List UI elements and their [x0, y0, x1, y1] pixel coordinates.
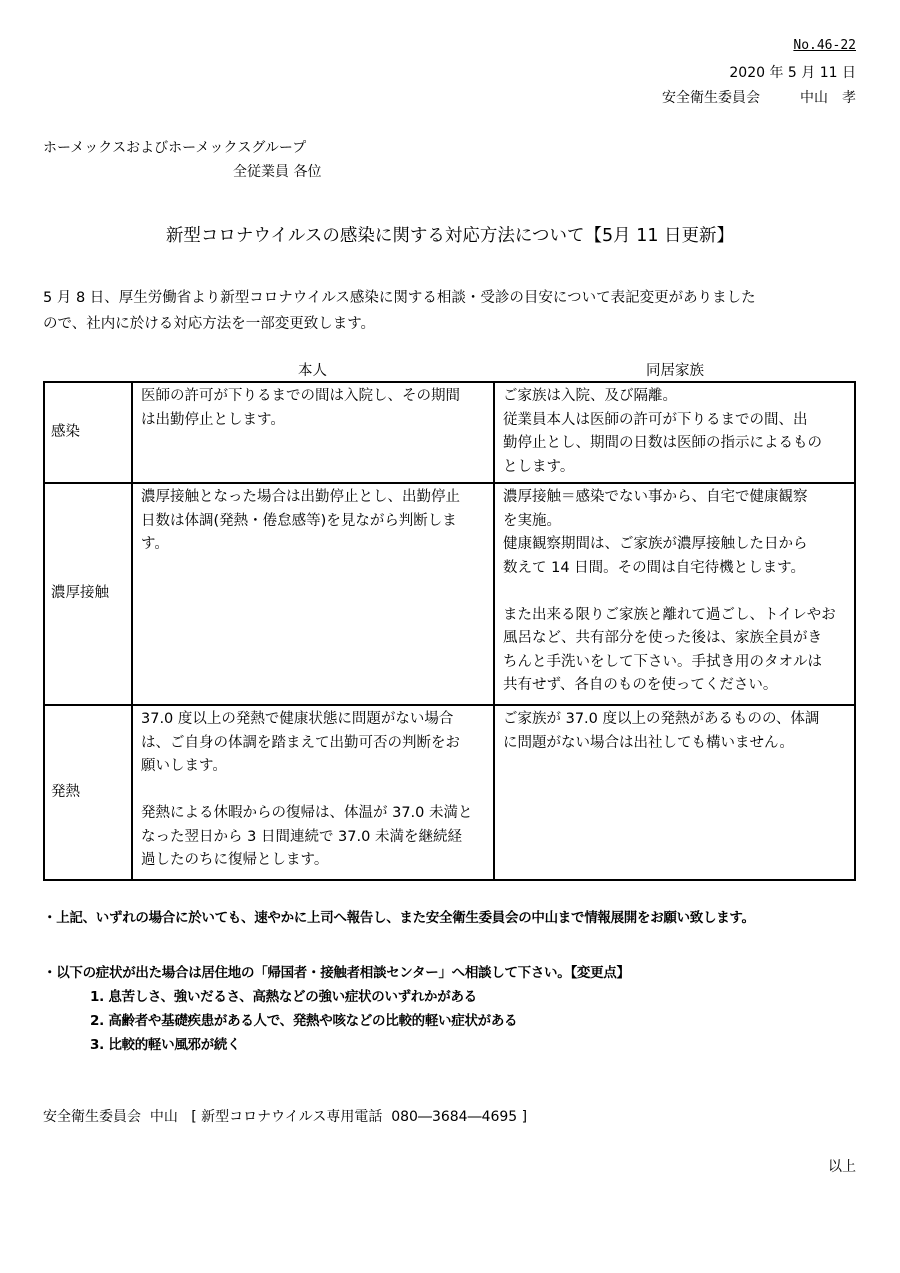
document-date: 2020 年 5 月 11 日 — [729, 65, 856, 81]
cell-self: 37.0 度以上の発熱で健康状態に問題がない場合 は、ご自身の体調を踏まえて出勤可否の判断をお 願いします。 発熱による休暇からの復帰は、体温が 37.0 未満と なった翌日から 3 日間連続で 37.0 未満を継続経 過したのちに復帰とします。 — [132, 705, 494, 880]
row-label: 感染 — [44, 382, 132, 483]
recipient-employees: 全従業員 各位 — [233, 164, 322, 180]
symptom-item: 2. 高齢者や基礎疾患がある人で、発熱や咳などの比較的軽い症状がある — [90, 1013, 518, 1029]
table-row — [44, 382, 855, 483]
table-row — [44, 705, 855, 880]
cell-family: ご家族は入院、及び隔離。 従業員本人は医師の許可が下りるまでの間、出 勤停止とし、期間の日数は医師の指示によるもの とします。 — [494, 382, 855, 483]
response-table — [43, 381, 856, 881]
symptom-item: 3. 比較的軽い風邪が続く — [90, 1037, 241, 1053]
row-label: 濃厚接触 — [44, 483, 132, 705]
consult-note: ・以下の症状が出た場合は居住地の「帰国者・接触者相談センター」へ相談して下さい。【変更点】 — [43, 965, 630, 981]
recipient-company: ホーメックスおよびホーメックスグループ — [43, 140, 307, 156]
document-title: 新型コロナウイルスの感染に関する対応方法について【5月 11 日更新】 — [165, 226, 735, 246]
column-header-family: 同居家族 — [646, 363, 704, 379]
closing-mark: 以上 — [828, 1159, 856, 1175]
cell-family: ご家族が 37.0 度以上の発熱があるものの、体調 に問題がない場合は出社しても構いません。 — [494, 705, 855, 880]
table-row — [44, 483, 855, 705]
issuer — [662, 87, 856, 107]
report-note: ・上記、いずれの場合に於いても、速やかに上司へ報告し、また安全衛生委員会の中山まで情報展開をお願い致します。 — [43, 910, 755, 926]
column-header-self: 本人 — [298, 363, 327, 379]
intro-paragraph: 5 月 8 日、厚生労働省より新型コロナウイルス感染に関する相談・受診の目安について表記変更がありました ので、社内に於ける対応方法を一部変更致します。 — [43, 290, 756, 332]
row-label: 発熱 — [44, 705, 132, 880]
document-number: No.46-22 — [793, 38, 856, 53]
cell-self: 濃厚接触となった場合は出勤停止とし、出勤停止 日数は体調(発熱・倦怠感等)を見ながら判断しま す。 — [132, 483, 494, 705]
issuer-name: 中山 孝 — [800, 90, 856, 106]
cell-self: 医師の許可が下りるまでの間は入院し、その期間 は出勤停止とします。 — [132, 382, 494, 483]
issuer-org: 安全衛生委員会 — [662, 90, 760, 106]
contact-line: 安全衛生委員会 中山 [ 新型コロナウイルス専用電話 080―3684―4695 ] — [43, 1109, 528, 1125]
cell-family: 濃厚接触＝感染でない事から、自宅で健康観察 を実施。 健康観察期間は、ご家族が濃厚接触した日から 数えて 14 日間。その間は自宅待機とします。 また出来る限りご家族と離れて過ごし、トイレやお 風呂など、共有部分を使った後は、家族全員がき ちんと手洗いをして下さい。手拭き用のタオルは 共有せず、各自のものを使ってください。 — [494, 483, 855, 705]
symptom-item: 1. 息苦しさ、強いだるさ、高熱などの強い症状のいずれかがある — [90, 989, 477, 1005]
